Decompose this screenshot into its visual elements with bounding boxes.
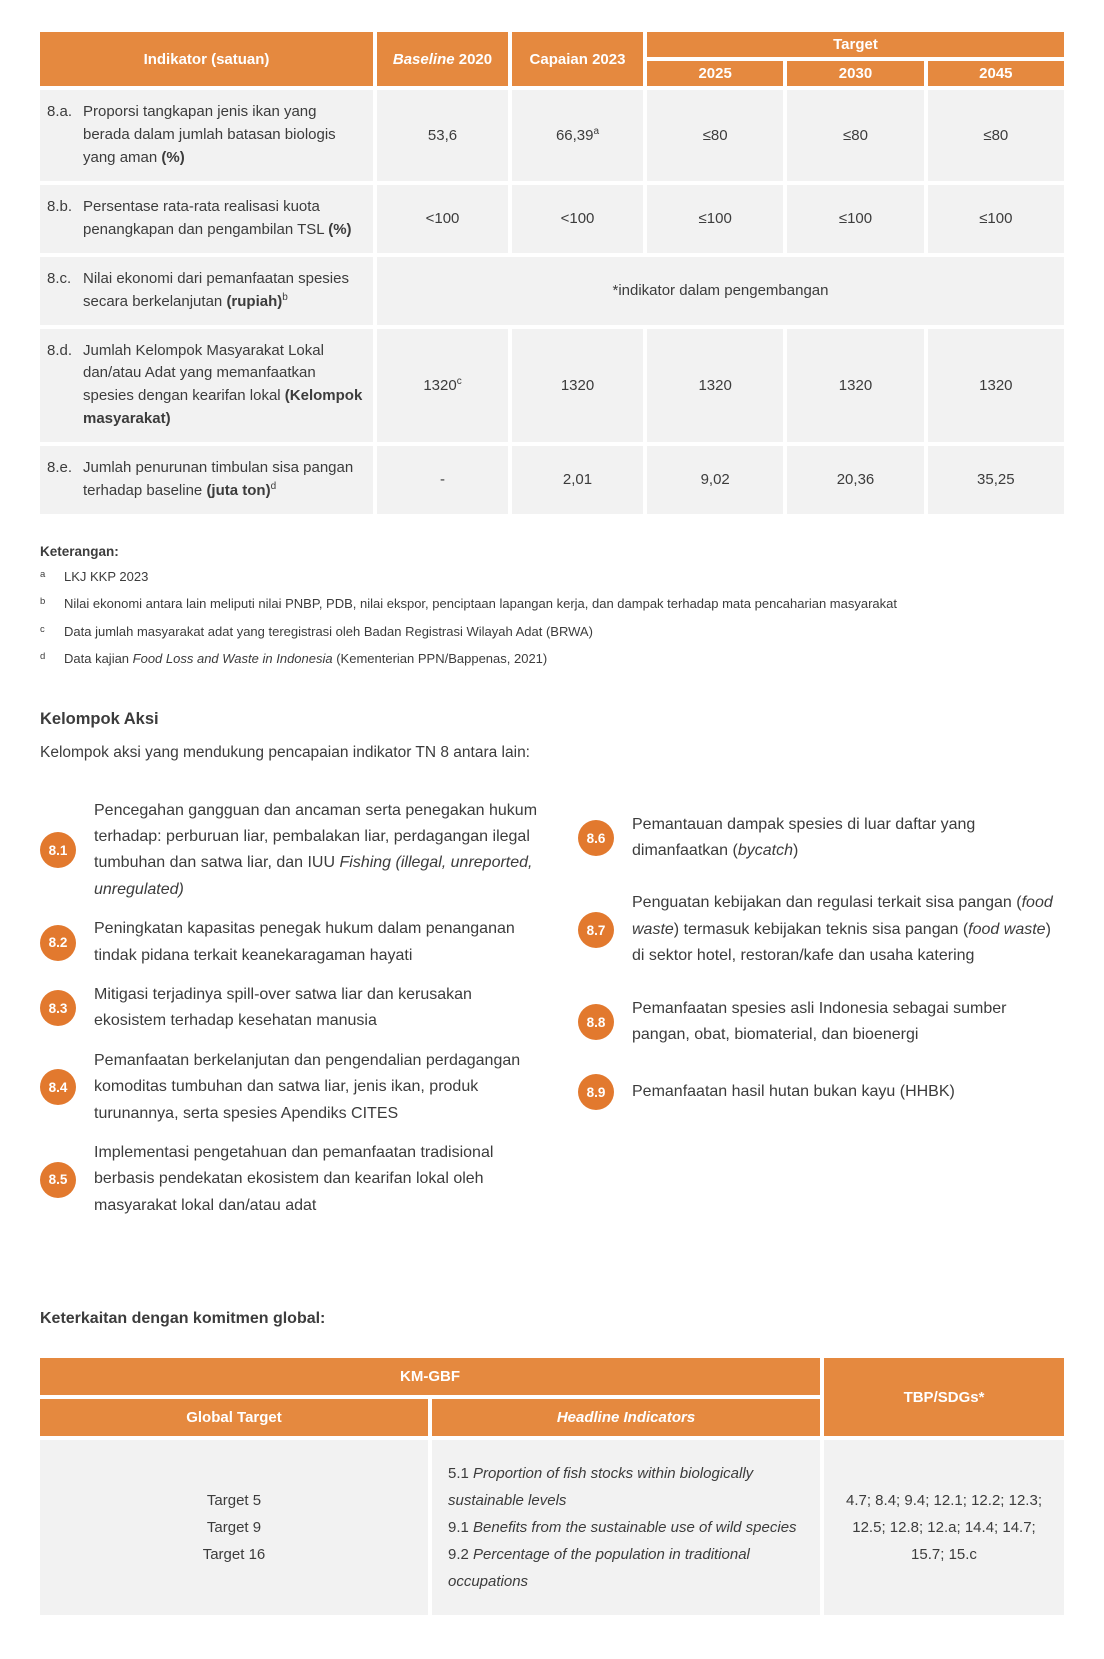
value: 66,39	[555, 127, 594, 145]
global-target: Target 16	[202, 1546, 266, 1564]
footnote-segment: Nilai ekonomi antara lain meliputi nilai PNBP, PDB, nilai ekspor, penciptaan lapangan kerja, dan dampak terhadap mata pencaharian masyarakat	[64, 596, 897, 612]
sdg-line: 12.5; 12.8; 12.a; 14.4; 14.7;	[852, 1519, 1036, 1537]
global-commitments-table	[36, 1354, 1068, 1619]
footnote-segment: Data kajian	[64, 651, 133, 667]
indicator-text-plain: Nilai ekonomi dari pemanfaatan spesies secara berkelanjutan	[83, 269, 349, 310]
header-km-gbf: KM-GBF	[40, 1358, 820, 1395]
headline-indicator	[440, 1541, 812, 1595]
headline-text: Benefits from the sustainable use of wild species	[473, 1519, 797, 1537]
action-text	[94, 982, 540, 1035]
header-target-label: Target	[833, 36, 878, 53]
action-badge: 8.1	[40, 832, 76, 868]
value-cell	[787, 90, 923, 181]
value-cell	[377, 446, 508, 514]
value-cell	[512, 90, 643, 181]
action-item-8-6	[578, 812, 1064, 865]
value-cell	[928, 446, 1064, 514]
value-cell	[647, 90, 783, 181]
footnote-text	[64, 623, 593, 641]
value: 35,25	[977, 471, 1015, 488]
action-segment: Pemanfaatan berkelanjutan dan pengendalian perdagangan komoditas tumbuhan dan satwa liar, jenis ikan, produk turunannya, serta spesies Apendiks CITES	[94, 1051, 521, 1122]
value: <100	[560, 210, 595, 227]
header-year-2045: 2045	[928, 61, 1064, 86]
action-segment: Mitigasi terjadinya spill-over satwa liar dan kerusakan ekosistem terhadap kesehatan manusia	[94, 986, 472, 1030]
value: 2,01	[562, 471, 593, 488]
action-text	[632, 1079, 955, 1105]
value-cell	[928, 185, 1064, 253]
indicator-table	[36, 28, 1068, 518]
value-cell	[647, 329, 783, 442]
action-segment-italic: bycatch	[737, 842, 793, 860]
value: ≤80	[702, 126, 728, 144]
value: 9,02	[700, 471, 730, 488]
global-commitments-title: Keterkaitan dengan komitmen global:	[40, 1310, 326, 1328]
action-badge: 8.9	[578, 1074, 614, 1110]
footnotes-title: Keterangan:	[40, 543, 119, 559]
action-segment: Penguatan kebijakan dan regulasi terkait sisa pangan (	[632, 894, 1022, 912]
indicator-cell	[40, 329, 373, 442]
action-item-8-5	[40, 1140, 540, 1219]
value: 1320	[979, 376, 1013, 394]
header-indikator-label: Indikator (satuan)	[143, 50, 270, 68]
header-capaian-label: Capaian 2023	[529, 50, 626, 68]
action-text	[632, 890, 1064, 969]
indicator-text	[83, 457, 363, 503]
table-row-8c	[40, 257, 1064, 325]
footnote-mark: d	[40, 651, 46, 663]
action-item-8-7	[578, 890, 1064, 969]
headline-indicator	[440, 1460, 812, 1514]
action-badge: 8.2	[40, 925, 76, 961]
indicator-text-plain: Jumlah Kelompok Masyarakat Lokal dan/atau Adat yang memanfaatkan spesies dengan kearifan lokal	[83, 341, 324, 404]
merged-value-cell: *indikator dalam pengembangan	[377, 257, 1064, 325]
indicator-number: 8.b.	[47, 197, 73, 215]
footnote-mark: c	[40, 623, 45, 635]
indicator-cell	[40, 257, 373, 325]
footnote-text	[64, 568, 148, 586]
header-capaian	[512, 32, 643, 86]
headline-indicators-cell	[432, 1440, 820, 1615]
headline-number: 5.1	[448, 1465, 469, 1483]
value: ≤100	[838, 210, 873, 227]
footnote-segment-italic: Food Loss and Waste in Indonesia	[132, 651, 333, 667]
header-baseline-year: 2020	[454, 50, 493, 68]
footnote-a	[40, 568, 1064, 586]
value: -	[440, 471, 445, 488]
indicator-text-bold: (juta ton)	[206, 482, 271, 499]
action-text	[94, 916, 540, 969]
value-cell	[512, 329, 643, 442]
value-cell	[377, 185, 508, 253]
header-tbp-sdgs: TBP/SDGs*	[824, 1358, 1064, 1436]
indicator-text-plain: Jumlah penurunan timbulan sisa pangan terhadap baseline	[83, 458, 354, 499]
value: ≤100	[979, 210, 1013, 227]
indicator-number: 8.d.	[47, 341, 73, 359]
action-item-8-3	[40, 982, 540, 1035]
action-text	[632, 996, 1064, 1049]
value-cell	[647, 446, 783, 514]
indicator-text	[83, 340, 363, 431]
footnote-c	[40, 623, 1064, 641]
action-segment: Pencegahan gangguan dan ancaman serta penegakan hukum terhadap: perburuan liar, pembalakan liar, perdagangan ilegal tumbuhan dan satwa liar, dan IUU	[94, 801, 538, 872]
global-target: Target 9	[206, 1519, 262, 1537]
indicator-text-bold: (rupiah)	[226, 293, 283, 310]
header-indikator	[40, 32, 373, 86]
indicator-number: 8.a.	[47, 103, 73, 120]
value: 53,6	[427, 127, 458, 145]
action-column-right	[578, 798, 1064, 1232]
indicator-number: 8.e.	[47, 458, 73, 476]
header-year-2025: 2025	[647, 61, 783, 86]
indicator-text	[83, 101, 363, 170]
footnote-mark: a	[40, 568, 46, 580]
footnote-text	[64, 595, 897, 613]
value: 1320	[838, 376, 873, 394]
indicator-text-bold: (%)	[161, 149, 185, 166]
indicator-footnote-mark: d	[270, 481, 277, 492]
table-row-8a	[40, 90, 1064, 181]
footnote-mark: b	[40, 596, 46, 608]
table-row-8d	[40, 329, 1064, 442]
indicator-cell	[40, 185, 373, 253]
indicator-number: 8.c.	[47, 269, 72, 287]
action-groups	[40, 798, 1064, 1232]
action-segment: Implementasi pengetahuan dan pemanfaatan tradisional berbasis pendekatan ekosistem dan kearifan lokal oleh masyarakat lokal dan/atau adat	[94, 1143, 494, 1214]
action-segment: Pemanfaatan hasil hutan bukan kayu (HHBK)	[632, 1083, 955, 1101]
value-cell	[787, 329, 923, 442]
value: ≤80	[843, 126, 868, 144]
action-item-8-1	[40, 798, 540, 904]
table-row-8b	[40, 185, 1064, 253]
value: 1320	[698, 376, 732, 394]
header-global-target: Global Target	[40, 1399, 428, 1436]
table-row-8e	[40, 446, 1064, 514]
indicator-footnote-mark: b	[282, 292, 288, 303]
value-cell	[928, 90, 1064, 181]
indicator-text	[83, 268, 363, 314]
header-year-2030: 2030	[787, 61, 923, 86]
header-baseline-italic: Baseline	[392, 50, 455, 68]
action-badge: 8.7	[578, 912, 614, 948]
indicator-cell	[40, 90, 373, 181]
value: ≤100	[698, 210, 732, 227]
action-badge: 8.3	[40, 990, 76, 1026]
action-item-8-9	[578, 1074, 1064, 1110]
value: 1320	[560, 376, 595, 394]
action-column-left	[40, 798, 540, 1232]
sdgs-cell	[824, 1440, 1064, 1615]
value-cell	[647, 185, 783, 253]
footnotes-section	[40, 544, 1064, 668]
header-headline-italic: Headline Indicators	[556, 1409, 696, 1427]
indicator-cell	[40, 446, 373, 514]
action-segment: )	[792, 842, 799, 860]
action-item-8-2	[40, 916, 540, 969]
indicator-text-plain: Persentase rata-rata realisasi kuota penangkapan dan pengambilan TSL	[83, 197, 329, 238]
kelompok-aksi-subtitle: Kelompok aksi yang mendukung pencapaian indikator TN 8 antara lain:	[40, 743, 530, 761]
footnote-segment: LKJ KKP 2023	[64, 568, 149, 584]
value-cell	[512, 446, 643, 514]
sdg-line: 4.7; 8.4; 9.4; 12.1; 12.2; 12.3;	[846, 1492, 1042, 1510]
footnote-b	[40, 595, 1064, 613]
kelompok-aksi-title: Kelompok Aksi	[40, 709, 159, 728]
action-badge: 8.5	[40, 1162, 76, 1198]
headline-number: 9.2	[448, 1546, 469, 1564]
action-segment: ) di sektor hotel, restoran/kafe dan usaha katering	[632, 920, 1051, 965]
value: 1320	[423, 377, 457, 394]
value: 20,36	[836, 471, 875, 488]
action-text	[94, 798, 540, 904]
footnote-text	[64, 650, 547, 668]
headline-number: 9.1	[448, 1519, 469, 1537]
footnote-segment: Data jumlah masyarakat adat yang teregistrasi oleh Badan Registrasi Wilayah Adat (BRWA)	[64, 623, 593, 639]
indicator-text-plain: Proporsi tangkapan jenis ikan yang berada dalam jumlah batasan biologis yang aman	[83, 103, 336, 166]
global-target: Target 5	[206, 1492, 262, 1510]
action-badge: 8.4	[40, 1069, 76, 1105]
global-targets-cell	[40, 1440, 428, 1615]
action-segment: Pemantauan dampak spesies di luar daftar yang dimanfaatkan (	[632, 815, 976, 860]
global-table-row	[40, 1440, 1064, 1615]
value-cell	[377, 329, 508, 442]
header-target	[647, 32, 1064, 57]
action-text	[632, 812, 1064, 865]
action-segment-italic: food waste	[968, 920, 1046, 938]
headline-text: Percentage of the population in traditional occupations	[448, 1546, 750, 1591]
action-item-8-8	[578, 996, 1064, 1049]
header-headline-indicators	[432, 1399, 820, 1436]
action-text	[94, 1048, 540, 1127]
value-footnote-mark: a	[593, 126, 600, 138]
value-footnote-mark: c	[456, 376, 462, 387]
value-cell	[787, 446, 923, 514]
footnote-segment: (Kementerian PPN/Bappenas, 2021)	[332, 651, 548, 667]
footnote-d	[40, 650, 1064, 668]
action-badge: 8.6	[578, 820, 614, 856]
sdg-line: 15.7; 15.c	[911, 1546, 977, 1564]
action-segment: ) termasuk kebijakan teknis sisa pangan (	[673, 920, 969, 938]
indicator-text	[83, 196, 363, 242]
value-cell	[377, 90, 508, 181]
action-segment: Pemanfaatan spesies asli Indonesia sebagai sumber pangan, obat, biomaterial, dan bioenergi	[632, 999, 1007, 1044]
header-baseline	[377, 32, 508, 86]
headline-indicator	[440, 1514, 812, 1541]
value-cell	[928, 329, 1064, 442]
value-cell	[787, 185, 923, 253]
action-segment-italic: Fishing (illegal, unreported, unregulated)	[94, 854, 533, 898]
value-cell	[512, 185, 643, 253]
value: <100	[425, 210, 460, 227]
value: ≤80	[983, 126, 1009, 144]
headline-text: Proportion of fish stocks within biologically sustainable levels	[448, 1465, 754, 1510]
action-badge: 8.8	[578, 1004, 614, 1040]
action-segment: Peningkatan kapasitas penegak hukum dalam penanganan tindak pidana terkait keanekaragaman hayati	[94, 920, 515, 964]
action-segment-italic: food waste	[632, 894, 1053, 938]
indicator-text-bold: (%)	[328, 221, 352, 238]
action-text	[94, 1140, 540, 1219]
indicator-text-bold: (Kelompok masyarakat)	[83, 386, 363, 427]
action-item-8-4	[40, 1048, 540, 1127]
